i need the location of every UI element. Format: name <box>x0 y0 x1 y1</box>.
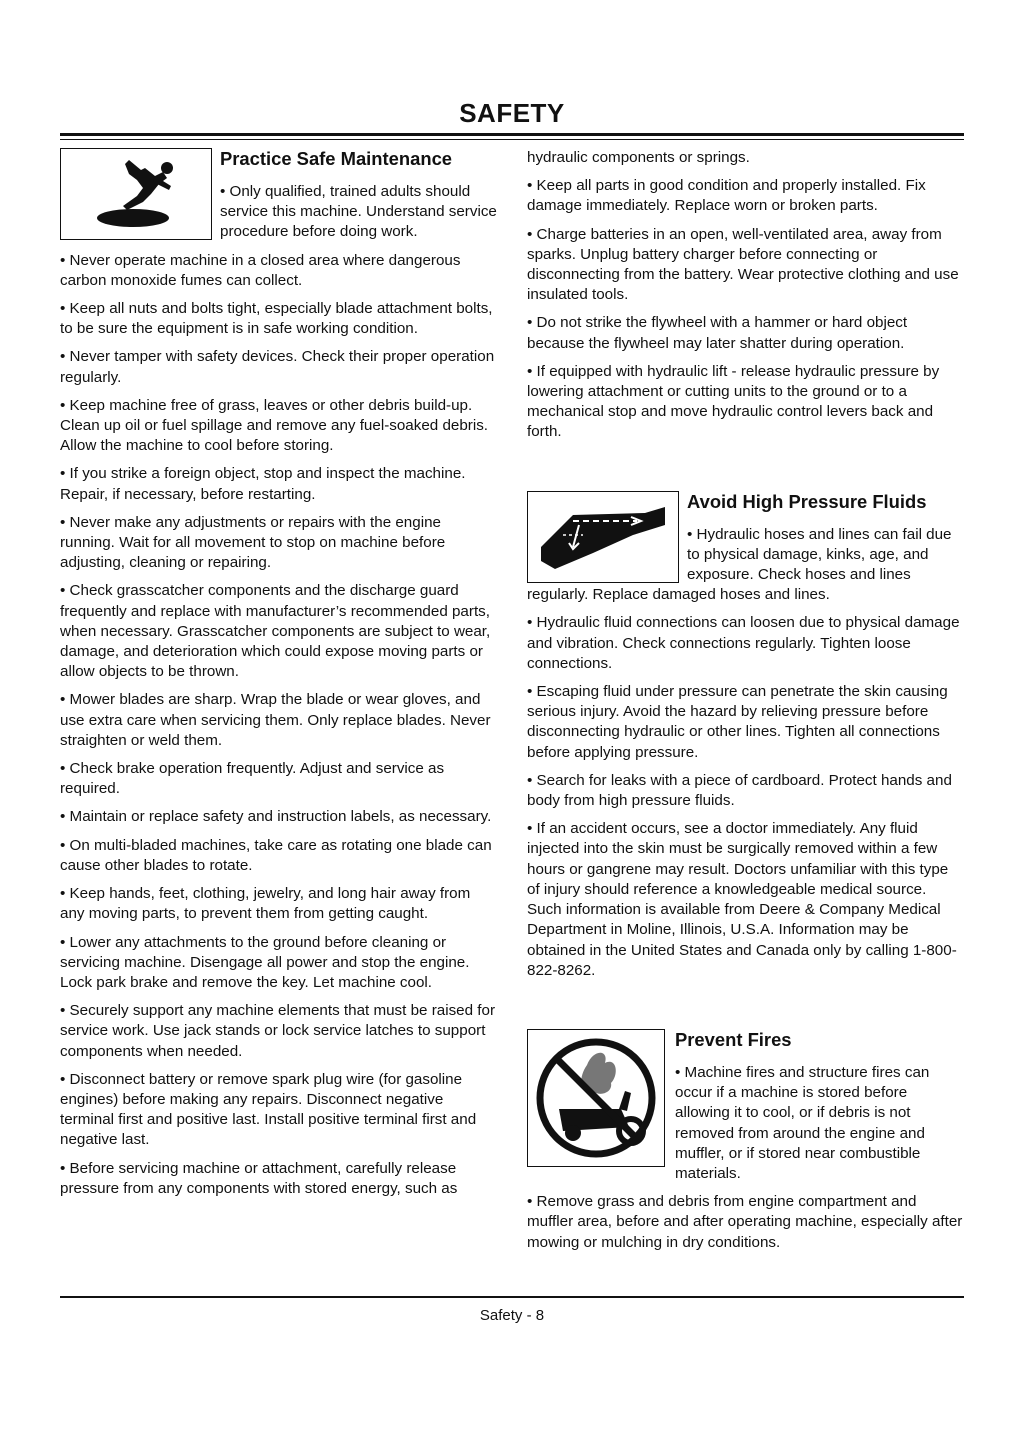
left-column <box>60 148 498 1207</box>
header-rule-thick <box>60 133 964 136</box>
section-gap <box>527 451 965 491</box>
high-pressure-fluid-icon <box>527 491 679 583</box>
pressure-item: • Hydraulic fluid connections can loosen due to physical damage and vibration. Check connections regularly. Tighten loose connections. <box>527 614 960 672</box>
fires-heading: Prevent Fires <box>675 1028 792 1050</box>
header-rule-thin <box>60 139 964 140</box>
maintenance-item: • Disconnect battery or remove spark plug wire (for gasoline engines) before making any repairs. Disconnect negative terminal first and positive last. Install positive terminal first and negative last. <box>60 1070 477 1149</box>
page-footer: Safety - 8 <box>479 1307 545 1324</box>
page-title: SAFETY <box>459 98 565 128</box>
pressure-item: • Search for leaks with a piece of cardboard. Protect hands and body from high pressure fluids. <box>527 771 952 810</box>
no-fire-icon <box>527 1029 665 1167</box>
maintenance-item: • Do not strike the flywheel with a hammer or hard object because the flywheel may later shatter during operation. <box>527 314 908 352</box>
fires-header <box>527 1029 965 1192</box>
maintenance-item: • If you strike a foreign object, stop and inspect the machine. Repair, if necessary, before restarting. <box>60 465 466 503</box>
maintenance-item: • Keep hands, feet, clothing, jewelry, and long hair away from any moving parts, to prevent them from getting caught. <box>60 885 471 923</box>
maintenance-item: • Never make any adjustments or repairs with the engine running. Wait for all movement to stop on machine before adjusting, cleaning or repairing. <box>60 513 446 572</box>
maintenance-heading: Practice Safe Maintenance <box>220 148 453 169</box>
maintenance-item: • Before servicing machine or attachment, carefully release pressure from any components with stored energy, such as <box>60 1159 458 1197</box>
maintenance-item: • If equipped with hydraulic lift - release hydraulic pressure by lowering attachment or cutting units to the ground or to a mechanical stop and move hydraulic control levers back and forth. <box>527 362 940 441</box>
maintenance-item: • Only qualified, trained adults should service this machine. Understand service procedure before doing work. <box>220 183 497 241</box>
maintenance-item: • Check brake operation frequently. Adjust and service as required. <box>60 760 445 798</box>
maintenance-item: • Maintain or replace safety and instruction labels, as necessary. <box>60 808 492 826</box>
footer-rule <box>60 1296 964 1298</box>
maintenance-item: hydraulic components or springs. <box>527 149 750 166</box>
right-column <box>527 148 965 1261</box>
pressure-item: • If an accident occurs, see a doctor immediately. Any fluid injected into the skin must be surgically removed within a few hours or gangrene may result. Doctors unfamiliar with this type of injury should reference a knowledgeable medical source. Such information is available from Deere & Company Medical Department in Moline, Illinois, U.S.A. Information may be obtained in the United States and Canada only by calling 1-800-822-8262. <box>527 820 957 979</box>
pressure-heading: Avoid High Pressure Fluids <box>687 490 927 512</box>
pressure-item: • Hydraulic hoses and lines can fail due to physical damage, kinks, age, and exposure. Check hoses and lines regularly. Replace damaged hoses and lines. <box>527 525 952 604</box>
section-gap <box>527 989 965 1029</box>
maintenance-item: • Never operate machine in a closed area where dangerous carbon monoxide fumes can collect. <box>60 251 461 289</box>
maintenance-item: • Keep all nuts and bolts tight, especially blade attachment bolts, to be sure the equipment is in safe working condition. <box>60 300 493 338</box>
maintenance-item: • Securely support any machine elements that must be raised for service work. Use jack stands or lock service latches to support components when needed. <box>60 1002 496 1060</box>
maintenance-item: • Keep machine free of grass, leaves or other debris build-up. Clean up oil or fuel spillage and remove any fuel-soaked debris. Allow the machine to cool before storing. <box>60 396 489 455</box>
person-slipping-icon <box>60 148 212 240</box>
maintenance-item: • Keep all parts in good condition and properly installed. Fix damage immediately. Replace worn or broken parts. <box>527 177 926 215</box>
maintenance-item: • Charge batteries in an open, well-ventilated area, away from sparks. Unplug battery charger before connecting or disconnecting from the battery. Wear protective clothing and use insulated tools. <box>527 225 959 304</box>
maintenance-item: • Lower any attachments to the ground before cleaning or servicing machine. Disengage all power and stop the engine. Lock park brake and remove the key. Let machine cool. <box>60 933 470 991</box>
maintenance-item: • Mower blades are sharp. Wrap the blade or wear gloves, and use extra care when servicing them. Only replace blades. Never straighten or weld them. <box>60 691 491 749</box>
fires-item: • Machine fires and structure fires can occur if a machine is stored before allowing it to cool, or if debris is not removed from around the engine and muffler, or if stored near combustible materials. <box>675 1063 930 1182</box>
maintenance-item: • Never tamper with safety devices. Check their proper operation regularly. <box>60 348 495 386</box>
fires-item: • Remove grass and debris from engine compartment and muffler area, before and after operating machine, especially after mowing or mulching in dry conditions. <box>527 1193 963 1251</box>
maintenance-header <box>60 148 498 251</box>
pressure-section <box>527 491 965 606</box>
maintenance-item: • Check grasscatcher components and the discharge guard frequently and replace with manufacturer’s recommended parts, when necessary. Grasscatcher components are subject to wear, damage, and deterioration which could expose moving parts or allow objects to be thrown. <box>60 582 491 681</box>
maintenance-item: • On multi-bladed machines, take care as rotating one blade can cause other blades to rotate. <box>60 836 492 874</box>
pressure-item: • Escaping fluid under pressure can penetrate the skin causing serious injury. Avoid the hazard by relieving pressure before disconnecting hydraulic or other lines. Tighten all connections before applying pressure. <box>527 683 948 761</box>
